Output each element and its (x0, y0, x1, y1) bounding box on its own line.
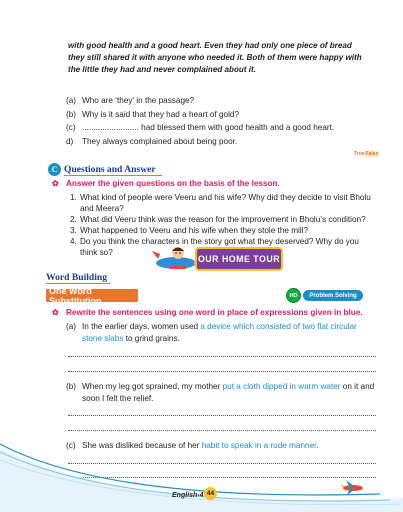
list-item: 1. What kind of people were Veeru and his wife? Why did they decide to visit Bholu and Meera? (70, 193, 371, 213)
home-tour-banner (150, 240, 280, 276)
list-item: 3. What happened to Veeru and his wife when they stole the mill? (70, 226, 309, 235)
one-word-substitution-label: One Word Substitution (46, 289, 138, 302)
exercise-item: (c) She was disliked because of her habit to speak in a rude manner. (66, 441, 319, 450)
flower-icon: ✿ (52, 308, 59, 317)
list-item: 2. What did Veeru think was the reason for the improvement in Bholu’s condition? (70, 215, 366, 224)
exercise-item: (b) When my leg got sprained, my mother put a cloth dipped in warm water on it and soon I felt the relief. (66, 382, 375, 403)
list-item: 4. Do you think the characters in the story got what they deserved? Why do you think so? (70, 237, 359, 257)
boy-on-plane-icon (150, 242, 200, 274)
comprehension-list (66, 94, 376, 148)
wb-instruction: ✿ Rewrite the sentences using one word in place of expressions given in blue. (52, 308, 363, 317)
answer-line (68, 430, 376, 431)
answer-line (68, 415, 376, 416)
answer-line (68, 356, 376, 357)
word-building-title: Word Building (46, 272, 110, 284)
section-title: Questions and Answer (64, 164, 162, 176)
section-c-icon: C (48, 163, 61, 176)
list-item: d) They always complained about being poor. (66, 136, 238, 146)
qa-instruction: ✿ Answer the given questions on the basis of the lesson. (52, 179, 280, 188)
problem-solving-badge: Problem Solving (303, 290, 363, 301)
flower-icon: ✿ (52, 179, 59, 188)
answer-line (68, 371, 376, 372)
section-heading (48, 163, 162, 176)
hd-badge: HD (286, 288, 301, 303)
footer-swoosh-decoration (0, 440, 403, 512)
list-item: (a) Who are ‘they’ in the passage? (66, 96, 195, 105)
true-false-badge: TrueFalse (354, 151, 379, 157)
banner-sign: OUR HOME TOUR (195, 247, 283, 271)
list-item: (b) Why is it said that they had a heart of gold? (66, 109, 240, 119)
page-number: 44 (204, 487, 217, 500)
exercise-item: (a) In the earlier days, women used a device which consisted of two flat circular stone slabs to grind grains. (66, 322, 357, 343)
list-item: (c) ......................... had blessed them with good health and a good heart. (66, 123, 335, 132)
airplane-icon (340, 478, 366, 496)
book-title: English-4 (172, 492, 204, 499)
passage-text: with good health and a good heart. Even they had only one piece of bread they still shared it with anyone who needed it. Both of them were happy with the little they had and never complained about it. (68, 41, 362, 74)
